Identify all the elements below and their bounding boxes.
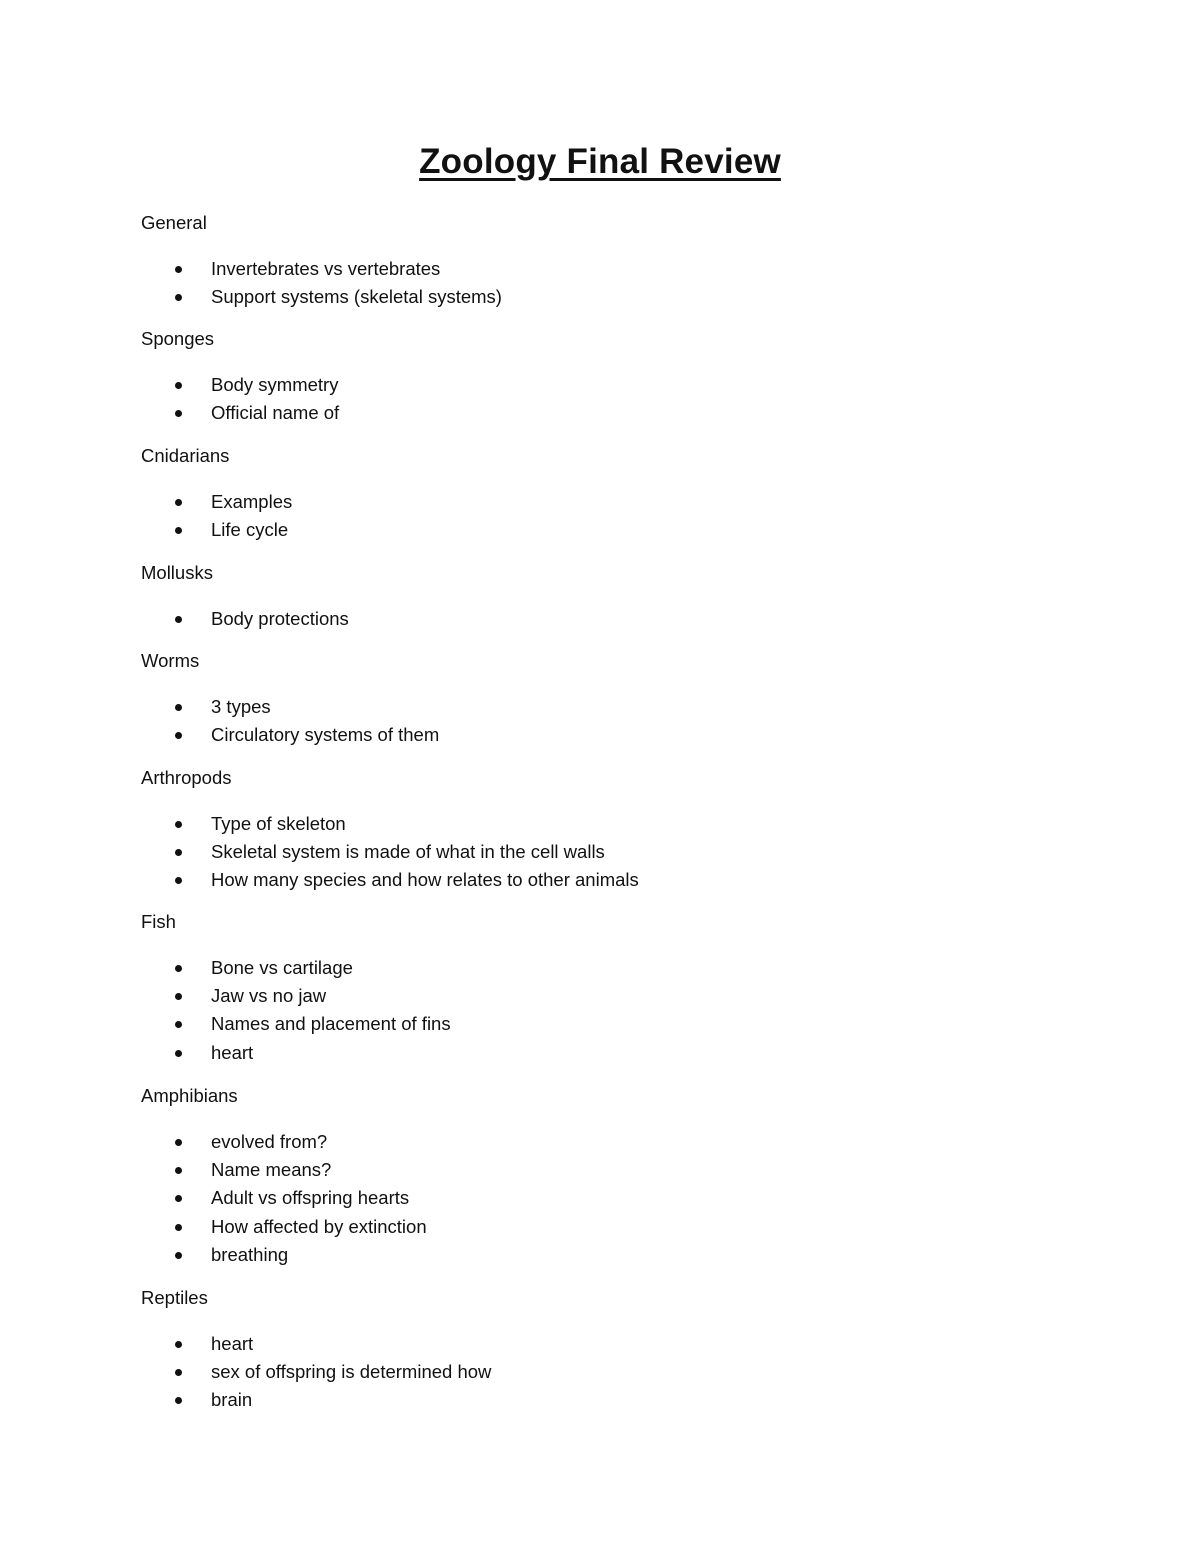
bullet-icon — [175, 732, 182, 739]
bullet-list — [141, 1128, 1041, 1269]
list-item — [141, 721, 1041, 749]
list-item — [141, 488, 1041, 516]
list-item — [141, 516, 1041, 544]
section-heading: Arthropods — [141, 767, 232, 788]
bullet-icon — [175, 849, 182, 856]
list-item-text: breathing — [211, 1243, 289, 1265]
section-heading: Cnidarians — [141, 445, 230, 466]
section-mollusks — [141, 561, 1041, 633]
list-item-text: Skeletal system is made of what in the cell walls — [211, 841, 605, 863]
bullet-icon — [175, 1397, 182, 1404]
bullet-icon — [175, 410, 182, 417]
bullet-icon — [175, 294, 182, 301]
list-item — [141, 1184, 1041, 1212]
bullet-list — [141, 371, 1041, 427]
list-item-text: Names and placement of fins — [211, 1013, 451, 1035]
bullet-icon — [175, 1195, 182, 1202]
bullet-icon — [175, 877, 182, 884]
list-item-text: Support systems (skeletal systems) — [211, 286, 502, 308]
list-item — [141, 255, 1041, 283]
section-heading: Amphibians — [141, 1085, 238, 1106]
bullet-list — [141, 954, 1041, 1067]
list-item — [141, 838, 1041, 866]
section-heading: Mollusks — [141, 562, 213, 583]
section-arthropods — [141, 766, 1041, 895]
section-general — [141, 211, 1041, 311]
bullet-list — [141, 810, 1041, 895]
list-item-text: Life cycle — [211, 519, 289, 541]
list-item — [141, 399, 1041, 427]
bullet-icon — [175, 527, 182, 534]
bullet-list — [141, 605, 1041, 633]
section-amphibians — [141, 1084, 1041, 1269]
document-title: Zoology Final Review — [419, 142, 781, 181]
section-sponges — [141, 327, 1041, 427]
list-item-text: Examples — [211, 491, 293, 512]
bullet-list — [141, 693, 1041, 749]
bullet-icon — [175, 1050, 182, 1057]
list-item — [141, 1039, 1041, 1067]
section-heading: Sponges — [141, 328, 215, 349]
list-item-text: heart — [211, 1041, 254, 1063]
list-item — [141, 1358, 1041, 1386]
bullet-list — [141, 1330, 1041, 1415]
list-item — [141, 605, 1041, 633]
bullet-icon — [175, 704, 182, 711]
bullet-icon — [175, 616, 182, 623]
bullet-icon — [175, 266, 182, 273]
bullet-icon — [175, 1252, 182, 1259]
section-cnidarians — [141, 444, 1041, 544]
bullet-icon — [175, 382, 182, 389]
list-item-text: How affected by extinction — [211, 1215, 427, 1237]
list-item-text: evolved from? — [211, 1131, 328, 1152]
list-item — [141, 1330, 1041, 1358]
bullet-icon — [175, 1139, 182, 1146]
bullet-icon — [175, 1369, 182, 1376]
list-item — [141, 954, 1041, 982]
bullet-icon — [175, 821, 182, 828]
list-item — [141, 810, 1041, 838]
list-item — [141, 371, 1041, 399]
section-heading: Reptiles — [141, 1287, 208, 1308]
bullet-icon — [175, 965, 182, 972]
list-item-text: brain — [211, 1389, 253, 1411]
section-heading: Fish — [141, 911, 176, 932]
list-item — [141, 1386, 1041, 1414]
bullet-icon — [175, 1167, 182, 1174]
bullet-icon — [175, 993, 182, 1000]
list-item — [141, 1213, 1041, 1241]
list-item-text: Body symmetry — [211, 374, 339, 395]
section-worms — [141, 649, 1041, 749]
list-item-text: Name means? — [211, 1159, 332, 1181]
bullet-icon — [175, 1341, 182, 1348]
list-item-text: Type of skeleton — [211, 813, 346, 834]
list-item — [141, 693, 1041, 721]
bullet-list — [141, 255, 1041, 311]
list-item-text: Official name of — [211, 402, 340, 424]
bullet-icon — [175, 499, 182, 506]
list-item — [141, 866, 1041, 894]
list-item — [141, 982, 1041, 1010]
section-heading: General — [141, 212, 207, 233]
list-item — [141, 283, 1041, 311]
list-item-text: heart — [211, 1333, 254, 1354]
list-item-text: sex of offspring is determined how — [211, 1361, 492, 1383]
list-item-text: Body protections — [211, 608, 349, 629]
list-item-text: 3 types — [211, 696, 271, 717]
list-item-text: Adult vs offspring hearts — [211, 1187, 410, 1209]
list-item — [141, 1241, 1041, 1269]
list-item-text: Jaw vs no jaw — [211, 985, 327, 1007]
section-heading: Worms — [141, 650, 200, 671]
list-item-text: Circulatory systems of them — [211, 724, 440, 746]
list-item-text: Invertebrates vs vertebrates — [211, 258, 441, 279]
section-fish — [141, 910, 1041, 1067]
list-item — [141, 1156, 1041, 1184]
bullet-icon — [175, 1021, 182, 1028]
bullet-icon — [175, 1224, 182, 1231]
bullet-list — [141, 488, 1041, 544]
list-item — [141, 1010, 1041, 1038]
list-item — [141, 1128, 1041, 1156]
list-item-text: Bone vs cartilage — [211, 957, 353, 978]
list-item-text: How many species and how relates to other animals — [211, 869, 639, 891]
section-reptiles — [141, 1286, 1041, 1415]
